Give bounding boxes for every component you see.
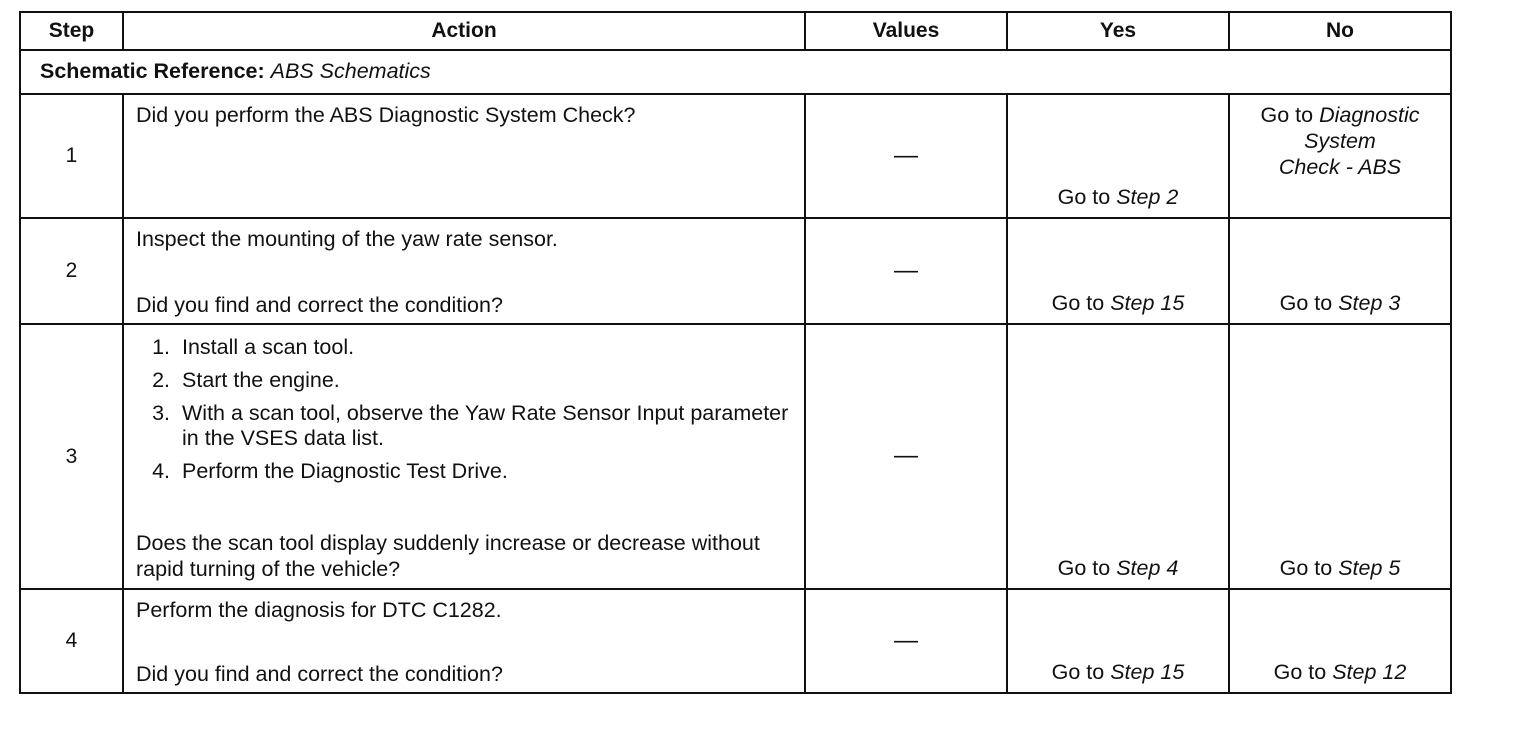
action-text: Did you perform the ABS Diagnostic System Check? <box>136 103 636 127</box>
yes-cell <box>1007 589 1229 693</box>
no-link[interactable]: Step 3 <box>1338 291 1401 316</box>
schematic-reference <box>20 50 1451 94</box>
no-prefix: Go to <box>1279 556 1333 581</box>
no-cell <box>1229 94 1451 218</box>
header-row <box>20 12 1451 50</box>
list-item: 3. With a scan tool, observe the Yaw Rate Sensor Input parameter in the VSES data list. <box>176 401 792 453</box>
yes-prefix: Go to <box>1057 185 1111 210</box>
no-link[interactable]: Check - ABS <box>1278 154 1402 179</box>
values-cell: — <box>805 324 1007 589</box>
header-yes: Yes <box>1007 12 1229 50</box>
action-question: Did you find and correct the condition? <box>136 293 503 318</box>
yes-link[interactable]: Step 15 <box>1110 291 1185 316</box>
table-row <box>20 324 1451 589</box>
action-cell <box>123 218 805 324</box>
no-prefix: Go to <box>1260 103 1314 127</box>
values-cell: — <box>805 94 1007 218</box>
yes-cell <box>1007 218 1229 324</box>
list-item: 1. Install a scan tool. <box>176 335 792 361</box>
yes-link[interactable]: Step 4 <box>1116 556 1179 581</box>
action-text: Inspect the mounting of the yaw rate sensor. <box>136 227 558 251</box>
list-item: 2. Start the engine. <box>176 368 792 394</box>
procedure-list <box>136 335 792 492</box>
no-link[interactable]: Step 5 <box>1338 556 1401 581</box>
table-row <box>20 218 1451 324</box>
no-link[interactable]: Step 12 <box>1332 660 1407 685</box>
action-question: Did you find and correct the condition? <box>136 662 503 687</box>
yes-cell <box>1007 94 1229 218</box>
header-action: Action <box>123 12 805 50</box>
header-step: Step <box>20 12 123 50</box>
no-link[interactable]: Diagnostic <box>1319 103 1420 127</box>
values-cell: — <box>805 589 1007 693</box>
action-cell <box>123 324 805 589</box>
no-cell <box>1229 324 1451 589</box>
yes-prefix: Go to <box>1051 660 1105 685</box>
header-no: No <box>1229 12 1451 50</box>
yes-cell <box>1007 324 1229 589</box>
action-cell <box>123 94 805 218</box>
schematic-reference-row <box>20 50 1451 94</box>
yes-link[interactable]: Step 15 <box>1110 660 1185 685</box>
action-cell <box>123 589 805 693</box>
table-row <box>20 589 1451 693</box>
action-text: Perform the diagnosis for DTC C1282. <box>136 598 502 622</box>
no-prefix: Go to <box>1273 660 1327 685</box>
step-number: 3 <box>20 324 123 589</box>
list-item: 4. Perform the Diagnostic Test Drive. <box>176 459 792 485</box>
schematic-reference-link[interactable]: ABS Schematics <box>270 59 431 84</box>
no-cell <box>1229 589 1451 693</box>
step-number: 1 <box>20 94 123 218</box>
diagnostic-table <box>19 11 1452 694</box>
action-question: Does the scan tool display suddenly increase or decrease without rapid turning of the vehicle? <box>136 531 760 582</box>
table-row <box>20 94 1451 218</box>
yes-prefix: Go to <box>1051 291 1105 316</box>
header-values: Values <box>805 12 1007 50</box>
no-cell <box>1229 218 1451 324</box>
yes-prefix: Go to <box>1057 556 1111 581</box>
no-link[interactable]: System <box>1304 128 1376 153</box>
no-prefix: Go to <box>1279 291 1333 316</box>
step-number: 2 <box>20 218 123 324</box>
yes-link[interactable]: Step 2 <box>1116 185 1179 210</box>
step-number: 4 <box>20 589 123 693</box>
values-cell: — <box>805 218 1007 324</box>
schematic-reference-label: Schematic Reference: <box>40 59 265 84</box>
